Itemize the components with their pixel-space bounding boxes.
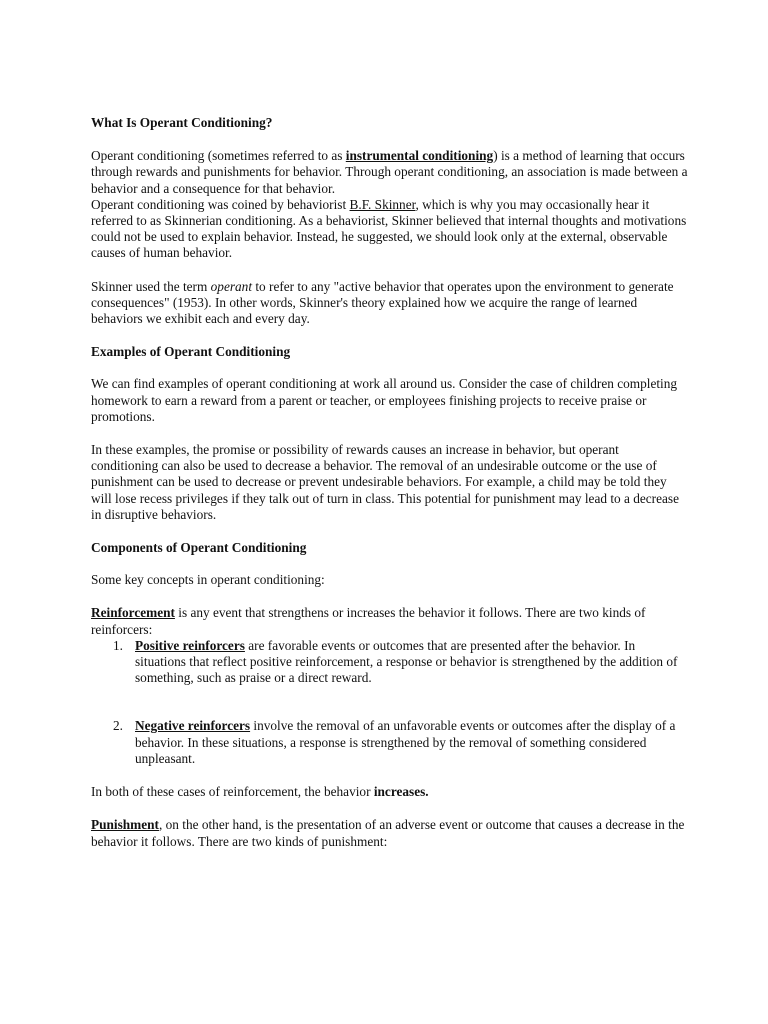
reinforcement-paragraph: Reinforcement is any event that strengthens or increases the behavior it follows. There are two kinds of reinforcers:	[91, 605, 646, 637]
examples-paragraph-2: In these examples, the promise or possibility of rewards causes an increase in behavior, but operant conditioning can also be used to decrease a behavior. The removal of an undesirable outcome or the use of punishment can be used to decrease or prevent undesirable behaviors. For example, a child may be told they will lose recess privileges if they talk out of turn in class. This potential for punishment may lead to a decrease in disruptive behaviors.	[91, 442, 679, 522]
components-lead: Some key concepts in operant conditioning:	[91, 572, 325, 588]
components-heading: Components of Operant Conditioning	[91, 540, 307, 556]
reinforcement-term: Reinforcement	[91, 605, 175, 621]
list-number: 2.	[113, 718, 123, 734]
increases-text: increases.	[373, 784, 429, 800]
intro-paragraph-3: Skinner used the term operant to refer to any "active behavior that operates upon the environment to generate consequences" (1953). In other words, Skinner's theory explained how we acquire the range of learned behaviors we exhibit each and every day.	[91, 278, 674, 327]
punishment-term: Punishment	[91, 817, 159, 833]
negative-reinforcers-term: Negative reinforcers	[135, 718, 251, 734]
instrumental-conditioning-term: instrumental conditioning	[345, 148, 494, 164]
intro-paragraph-2: Operant conditioning was coined by behaviorist B.F. Skinner, which is why you may occasionally hear it referred to as Skinnerian conditioning. As a behaviorist, Skinner believed that internal thoughts and motivations could not be used to explain behavior. Instead, he suggested, we should look only at the external, observable causes of human behavior.	[91, 196, 687, 261]
positive-reinforcers-term: Positive reinforcers	[135, 637, 245, 653]
page-title: What Is Operant Conditioning?	[91, 115, 273, 130]
list-item: 2. Negative reinforcers involve the removal of an unfavorable events or outcomes after the display of a behavior. In these situations, a response is strengthened by the removal of something considered unpleasant.	[113, 718, 676, 766]
operant-term: operant	[210, 278, 253, 294]
reinforcement-summary: In both of these cases of reinforcement, the behavior increases.	[91, 784, 429, 800]
skinner-link[interactable]: B.F. Skinner	[349, 196, 416, 212]
punishment-paragraph: Punishment, on the other hand, is the presentation of an adverse event or outcome that causes a decrease in the behavior it follows. There are two kinds of punishment:	[91, 817, 685, 849]
examples-paragraph-1: We can find examples of operant conditioning at work all around us. Consider the case of children completing homework to earn a reward from a parent or teacher, or employees finishing projects to receive praise or promotions.	[91, 376, 678, 424]
reinforcers-list	[91, 638, 688, 767]
examples-heading: Examples of Operant Conditioning	[91, 344, 291, 360]
list-item: 1. Positive reinforcers are favorable events or outcomes that are presented after the behavior. In situations that reflect positive reinforcement, a response or behavior is strengthened by the addition of something, such as praise or a direct reward.	[113, 637, 678, 686]
intro-paragraph-1: Operant conditioning (sometimes referred to as instrumental conditioning) is a method of learning that occurs through rewards and punishments for behavior. Through operant conditioning, an association is made between a behavior and a consequence for that behavior.	[91, 148, 688, 196]
list-number: 1.	[113, 637, 123, 653]
